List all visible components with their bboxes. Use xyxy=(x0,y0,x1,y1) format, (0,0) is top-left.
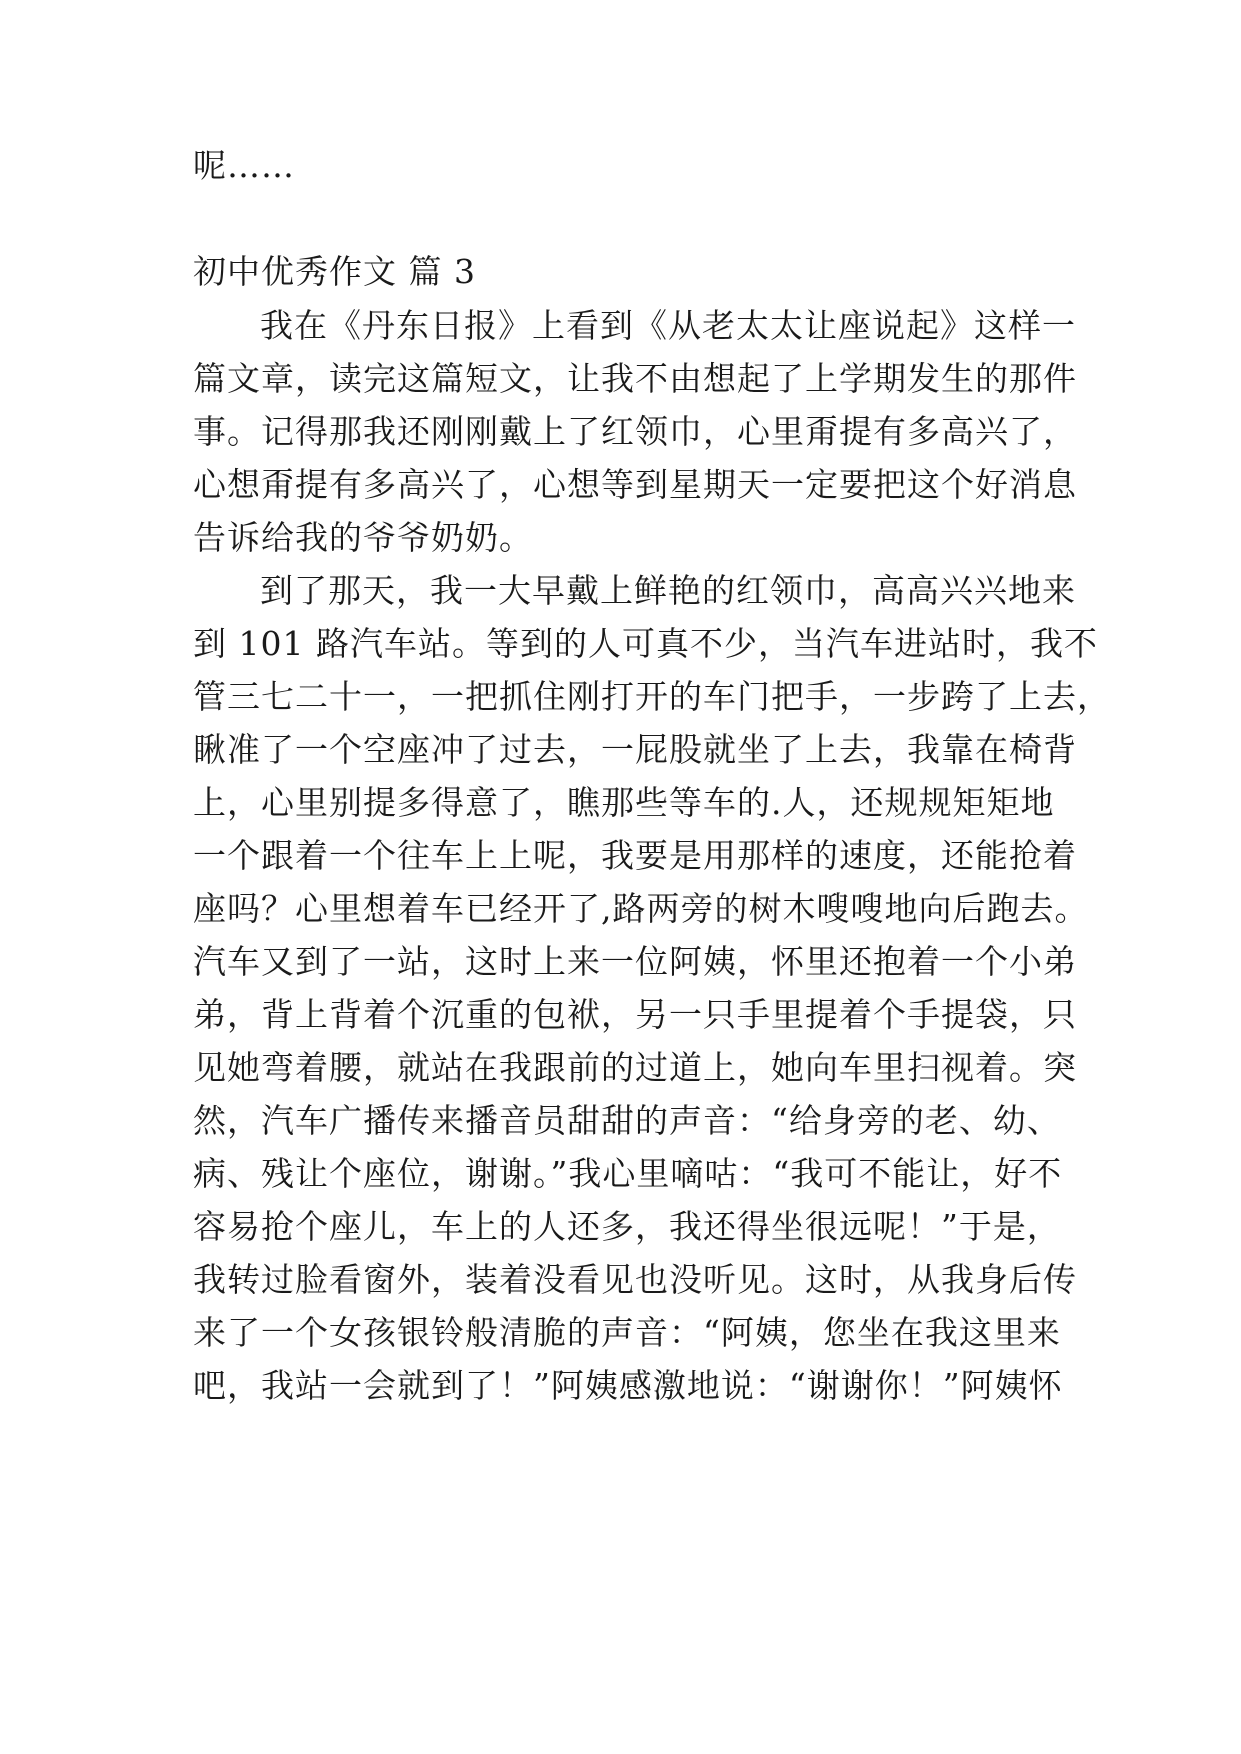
paragraph-line: 我转过脸看窗外，装着没看见也没听见。这时，从我身后传 xyxy=(193,1260,1077,1299)
paragraph-line: 我在《丹东日报》上看到《从老太太让座说起》这样一 xyxy=(260,306,1076,345)
essay-heading: 初中优秀作文 篇 3 xyxy=(193,252,476,291)
paragraph-line: 篇文章，读完这篇短文，让我不由想起了上学期发生的那件 xyxy=(193,359,1077,398)
paragraph-line: 吧，我站一会就到了！”阿姨感激地说：“谢谢你！”阿姨怀 xyxy=(193,1366,1063,1405)
paragraph-line: 瞅准了一个空座冲了过去，一屁股就坐了上去，我靠在椅背 xyxy=(193,730,1077,769)
paragraph-line: 病、残让个座位，谢谢。”我心里嘀咕：“我可不能让，好不 xyxy=(193,1154,1063,1193)
paragraph-line: 见她弯着腰，就站在我跟前的过道上，她向车里扫视着。突 xyxy=(193,1048,1077,1087)
paragraph-line: 汽车又到了一站，这时上来一位阿姨，怀里还抱着一个小弟 xyxy=(193,942,1077,981)
paragraph-line: 管三七二十一，一把抓住刚打开的车门把手，一步跨了上去， xyxy=(193,677,1111,716)
paragraph-line: 告诉给我的爷爷奶奶。 xyxy=(193,518,533,557)
paragraph-line: 弟，背上背着个沉重的包袱，另一只手里提着个手提袋，只 xyxy=(193,995,1077,1034)
paragraph-line: 然，汽车广播传来播音员甜甜的声音：“给身旁的老、幼、 xyxy=(193,1101,1061,1140)
paragraph-line: 上，心里别提多得意了，瞧那些等车的.人，还规规矩矩地 xyxy=(193,783,1055,822)
paragraph-line: 到 101 路汽车站。等到的人可真不少，当汽车进站时，我不 xyxy=(193,624,1098,663)
paragraph-line: 来了一个女孩银铃般清脆的声音：“阿姨，您坐在我这里来 xyxy=(193,1313,1061,1352)
paragraph-line: 事。记得那我还刚刚戴上了红领巾，心里甭提有多高兴了， xyxy=(193,412,1077,451)
paragraph-line: 座吗？心里想着车已经开了,路两旁的树木嗖嗖地向后跑去。 xyxy=(193,889,1089,928)
paragraph-line: 容易抢个座儿，车上的人还多，我还得坐很远呢！”于是， xyxy=(193,1207,1061,1246)
paragraph-line: 心想甭提有多高兴了，心想等到星期天一定要把这个好消息 xyxy=(193,465,1077,504)
paragraph-line: 一个跟着一个往车上上呢，我要是用那样的速度，还能抢着 xyxy=(193,836,1077,875)
continuation-text: 呢…… xyxy=(193,146,295,185)
paragraph-line: 到了那天，我一大早戴上鲜艳的红领巾，高高兴兴地来 xyxy=(260,571,1076,610)
